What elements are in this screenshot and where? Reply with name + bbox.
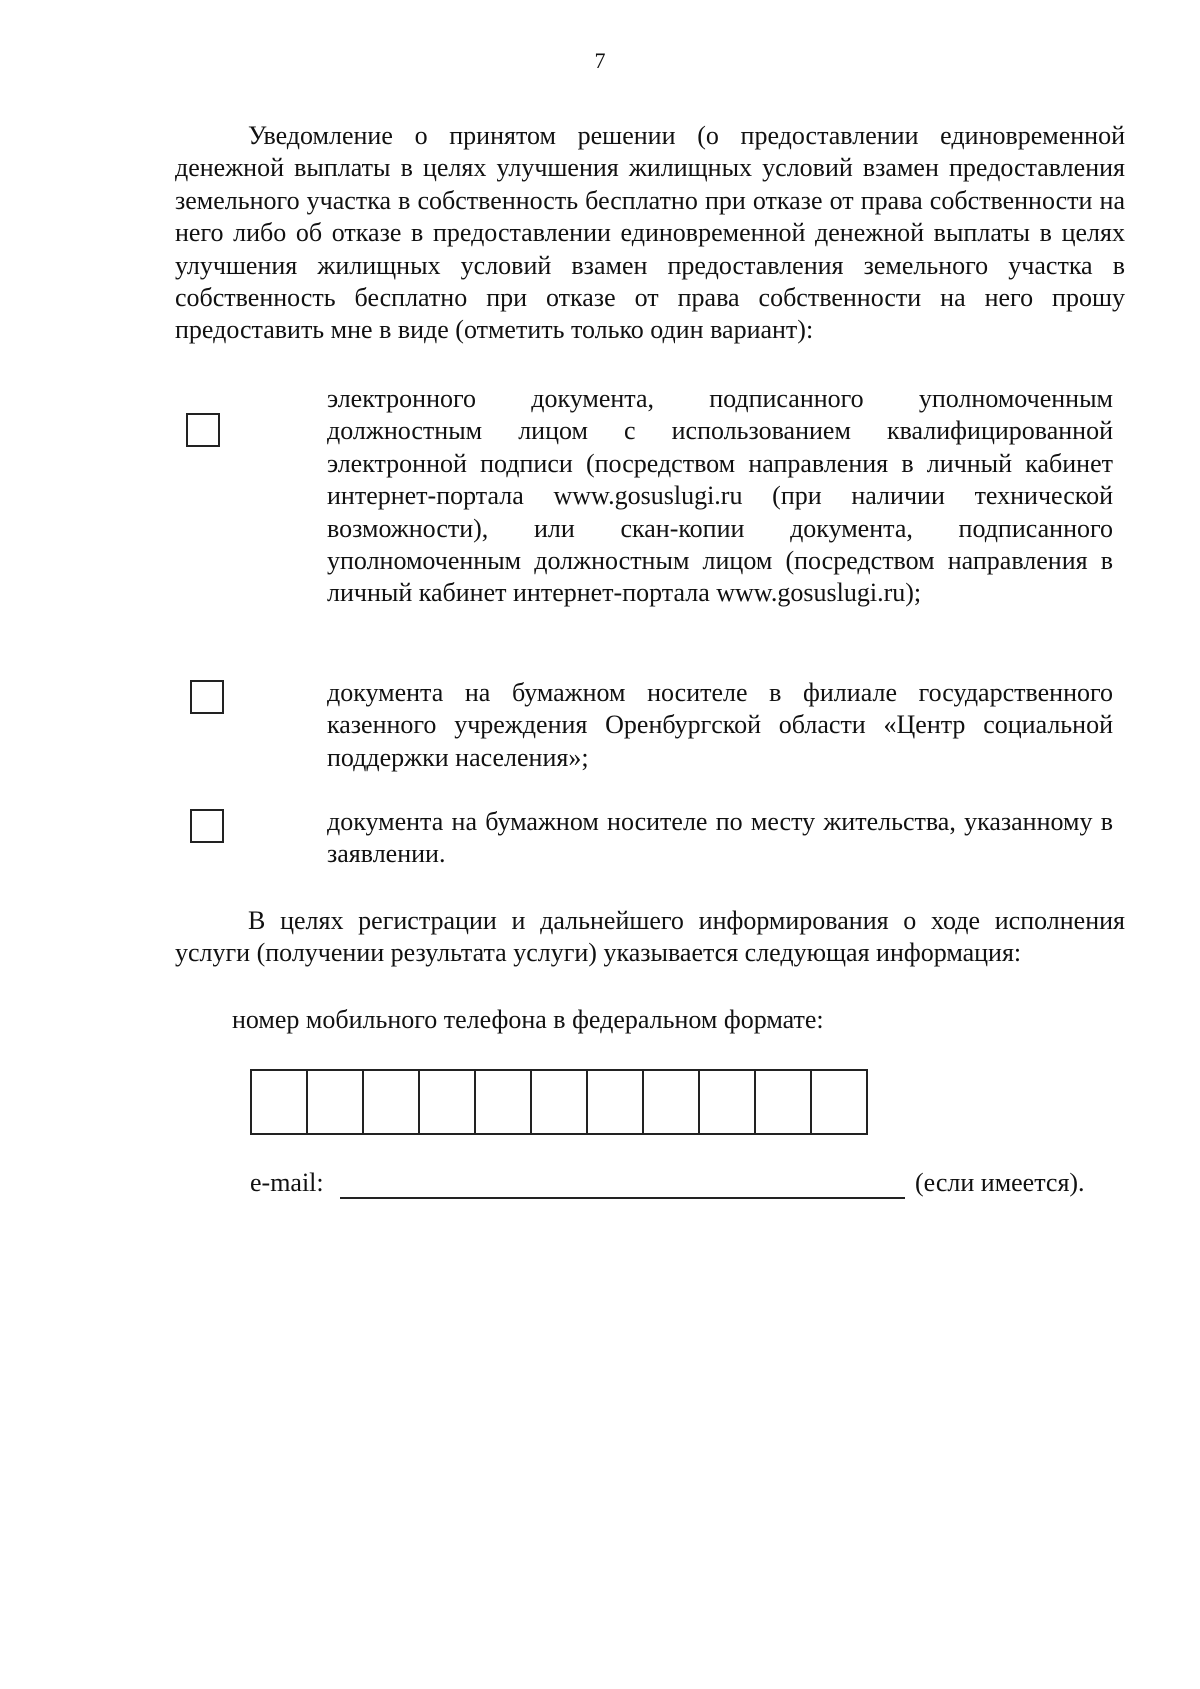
option-text-electronic: электронного документа, подписанного уполномоченным должностным лицом с использованием квалифицированной электронной подписи (посредством направления в личный кабинет интернет-портала www.gosuslugi.ru (при наличии технической возможности), или скан-копии документа, подписанного уполномоченным должностным лицом (посредством направления в личный кабинет интернет-портала www.gosuslugi.ru);	[327, 384, 1113, 608]
intro-paragraph: Уведомление о принятом решении (о предоставлении единовременной денежной выплаты в целях улучшения жилищных условий взамен предоставления земельного участка в собственность бесплатно при отказе от права собственности на него либо об отказе в предоставлении единовременной денежной выплаты в целях улучшения жилищных условий взамен предоставления земельного участка в собственность бесплатно при отказе от права собственности на него прошу предоставить мне в виде (отметить только один вариант):	[175, 121, 1125, 345]
option-checkbox-branch-paper[interactable]	[190, 680, 224, 714]
page-number: 7	[594, 48, 606, 73]
phone-digit-cell[interactable]	[756, 1069, 812, 1135]
phone-digit-cell[interactable]	[308, 1069, 364, 1135]
phone-digit-cell[interactable]	[532, 1069, 588, 1135]
phone-input-grid[interactable]	[250, 1069, 868, 1135]
option-checkbox-residence-paper[interactable]	[190, 809, 224, 843]
phone-digit-cell[interactable]	[252, 1069, 308, 1135]
email-input-line[interactable]	[340, 1197, 905, 1199]
phone-digit-cell[interactable]	[420, 1069, 476, 1135]
registration-paragraph: В целях регистрации и дальнейшего информирования о ходе исполнения услуги (получении результата услуги) указывается следующая информация:	[175, 906, 1125, 968]
phone-digit-cell[interactable]	[476, 1069, 532, 1135]
phone-digit-cell[interactable]	[644, 1069, 700, 1135]
email-note: (если имеется).	[915, 1168, 1085, 1197]
option-checkbox-electronic[interactable]	[186, 413, 220, 447]
option-text-branch-paper: документа на бумажном носителе в филиале государственного казенного учреждения Оренбургской области «Центр социальной поддержки населения»;	[327, 678, 1113, 772]
phone-digit-cell[interactable]	[700, 1069, 756, 1135]
phone-digit-cell[interactable]	[588, 1069, 644, 1135]
phone-label: номер мобильного телефона в федеральном формате:	[232, 1005, 824, 1034]
option-text-residence-paper: документа на бумажном носителе по месту жительства, указанному в заявлении.	[327, 807, 1113, 869]
phone-digit-cell[interactable]	[812, 1069, 868, 1135]
phone-digit-cell[interactable]	[364, 1069, 420, 1135]
email-label: e-mail:	[250, 1168, 324, 1197]
